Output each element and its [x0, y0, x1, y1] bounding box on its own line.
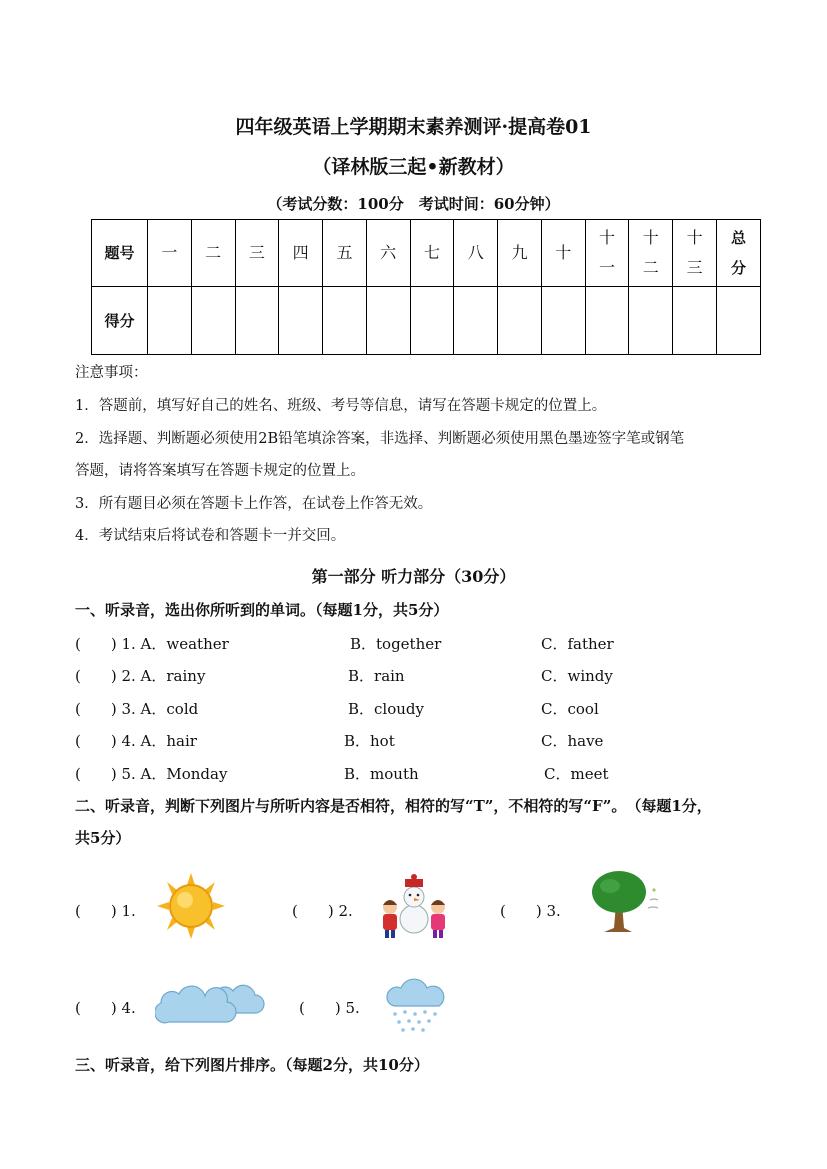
col-total	[717, 220, 761, 287]
q1-item-3-b: B．cloudy	[348, 700, 424, 718]
score-cell[interactable]	[454, 287, 498, 355]
score-cell[interactable]	[235, 287, 279, 355]
note-3: 3．所有题目必须在答题卡上作答，在试卷上作答无效。	[75, 496, 433, 512]
q1-item-5-a: ( ) 5. A．Monday	[75, 765, 228, 783]
q1-item-4-b: B．hot	[344, 732, 395, 750]
score-cell[interactable]	[541, 287, 585, 355]
rain-cloud-icon	[381, 972, 447, 1034]
q1-item-1-b: B．together	[350, 635, 442, 653]
score-cell[interactable]	[279, 287, 323, 355]
col-9: 九	[498, 220, 542, 287]
question-3-title: 三、听录音，给下列图片排序。（每题2分，共10分）	[75, 1056, 429, 1074]
q1-item-2-c: C．windy	[541, 667, 613, 685]
q1-item-4-a: ( ) 4. A．hair	[75, 732, 197, 750]
sun-icon	[157, 873, 225, 939]
notes-heading: 注意事项：	[75, 365, 148, 381]
q1-item-5-b: B．mouth	[344, 765, 419, 783]
row-label-score: 得分	[92, 287, 148, 355]
exam-info: （考试分数：100分 考试时间：60分钟）	[267, 195, 560, 213]
page-title: 四年级英语上学期期末素养测评·提高卷01	[235, 116, 592, 138]
col-3: 三	[235, 220, 279, 287]
col-11	[585, 220, 629, 287]
snowman-children-icon	[376, 873, 452, 941]
col-total-b: 分	[730, 259, 746, 277]
q2-item-4: ( ) 4.	[75, 999, 136, 1017]
question-1-title: 一、听录音，选出你所听到的单词。（每题1分，共5分）	[75, 601, 449, 619]
note-4: 4．考试结束后将试卷和答题卡一并交回。	[75, 528, 346, 544]
q2-item-1: ( ) 1.	[75, 902, 136, 920]
score-cell[interactable]	[629, 287, 673, 355]
question-2-title-cont: 共5分）	[75, 829, 131, 847]
q1-item-4-c: C．have	[541, 732, 604, 750]
col-1: 一	[148, 220, 192, 287]
col-2: 二	[191, 220, 235, 287]
q1-item-2-b: B．rain	[348, 667, 405, 685]
q2-item-3: ( ) 3.	[500, 902, 561, 920]
score-cell[interactable]	[673, 287, 717, 355]
q1-item-1-a: ( ) 1. A．weather	[75, 635, 229, 653]
cloudy-icon	[155, 975, 267, 1025]
col-10: 十	[541, 220, 585, 287]
note-1: 1．答题前，填写好自己的姓名、班级、考号等信息，请写在答题卡规定的位置上。	[75, 398, 607, 414]
tree-icon	[580, 870, 662, 934]
part1-title: 第一部分 听力部分（30分）	[311, 567, 516, 586]
q1-item-5-c: C．meet	[544, 765, 609, 783]
col-12	[629, 220, 673, 287]
score-cell[interactable]	[585, 287, 629, 355]
q2-item-5: ( ) 5.	[299, 999, 360, 1017]
score-cell[interactable]	[498, 287, 542, 355]
question-2-title: 二、听录音，判断下列图片与所听内容是否相符，相符的写“T”，不相符的写“F”。 （每题1分，	[75, 797, 712, 815]
col-8: 八	[454, 220, 498, 287]
col-13-b: 三	[686, 258, 703, 277]
note-2: 2．选择题、判断题必须使用2B铅笔填涂答案，非选择、判断题必须使用黑色墨迹签字笔或钢笔	[75, 431, 685, 447]
q1-item-3-a: ( ) 3. A．cold	[75, 700, 199, 718]
score-cell[interactable]	[366, 287, 410, 355]
col-11-a: 十	[599, 228, 616, 247]
col-13-a: 十	[686, 228, 703, 247]
q2-item-2: ( ) 2.	[292, 902, 353, 920]
row-label-number: 题号	[92, 220, 148, 287]
col-11-b: 一	[599, 258, 616, 277]
col-6: 六	[366, 220, 410, 287]
col-4: 四	[279, 220, 323, 287]
col-5: 五	[323, 220, 367, 287]
col-total-a: 总	[730, 229, 746, 247]
score-table	[91, 219, 761, 355]
page-subtitle: （译林版三起•新教材）	[312, 156, 515, 178]
col-12-b: 二	[642, 258, 659, 277]
col-13	[673, 220, 717, 287]
score-cell[interactable]	[191, 287, 235, 355]
col-12-a: 十	[642, 228, 659, 247]
score-cell[interactable]	[148, 287, 192, 355]
q1-item-2-a: ( ) 2. A．rainy	[75, 667, 206, 685]
score-cell[interactable]	[410, 287, 454, 355]
score-cell[interactable]	[717, 287, 761, 355]
q1-item-1-c: C．father	[541, 635, 614, 653]
note-2-cont: 答题，请将答案填写在答题卡规定的位置上。	[75, 463, 365, 479]
q1-item-3-c: C．cool	[541, 700, 599, 718]
col-7: 七	[410, 220, 454, 287]
score-cell[interactable]	[323, 287, 367, 355]
